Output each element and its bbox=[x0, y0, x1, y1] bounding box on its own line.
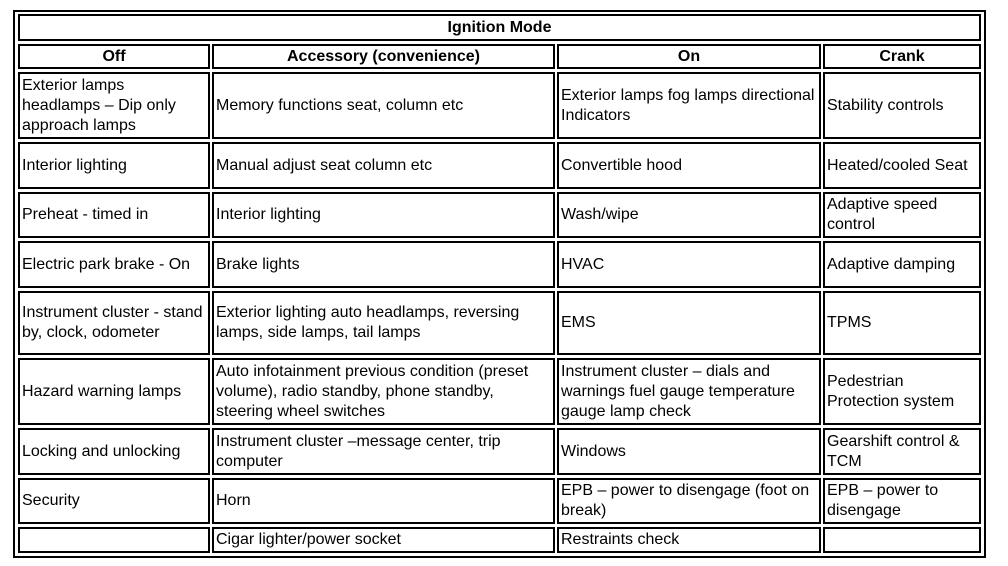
table-cell-off: Security bbox=[18, 478, 210, 524]
table-cell-accessory: Memory functions seat, column etc bbox=[212, 72, 555, 139]
table-cell-off: Instrument cluster - stand by, clock, odometer bbox=[18, 291, 210, 355]
table-cell-crank: Stability controls bbox=[823, 72, 981, 139]
table-cell-on: EMS bbox=[557, 291, 821, 355]
column-header-crank: Crank bbox=[823, 44, 981, 69]
table-cell-off: Interior lighting bbox=[18, 142, 210, 189]
table-cell-on: EPB – power to disengage (foot on break) bbox=[557, 478, 821, 524]
table-cell-crank: Adaptive speed control bbox=[823, 192, 981, 238]
table-cell-crank: Pedestrian Protection system bbox=[823, 358, 981, 425]
table-cell-crank: Heated/cooled Seat bbox=[823, 142, 981, 189]
table-cell-accessory: Interior lighting bbox=[212, 192, 555, 238]
table-cell-accessory: Brake lights bbox=[212, 241, 555, 288]
table-cell-on: Wash/wipe bbox=[557, 192, 821, 238]
table-cell-accessory: Horn bbox=[212, 478, 555, 524]
table-cell-off: Preheat - timed in bbox=[18, 192, 210, 238]
table-cell-off: Exterior lamps headlamps – Dip only approach lamps bbox=[18, 72, 210, 139]
table-cell-accessory: Instrument cluster –message center, trip computer bbox=[212, 428, 555, 475]
column-header-off: Off bbox=[18, 44, 210, 69]
table-cell-accessory: Cigar lighter/power socket bbox=[212, 527, 555, 553]
table-cell-accessory: Exterior lighting auto headlamps, reversing lamps, side lamps, tail lamps bbox=[212, 291, 555, 355]
table-grid bbox=[18, 14, 981, 553]
table-cell-crank: Adaptive damping bbox=[823, 241, 981, 288]
table-cell-on: Convertible hood bbox=[557, 142, 821, 189]
table-cell-on: Windows bbox=[557, 428, 821, 475]
table-cell-accessory: Manual adjust seat column etc bbox=[212, 142, 555, 189]
table-title: Ignition Mode bbox=[18, 14, 981, 41]
table-cell-crank: EPB – power to disengage bbox=[823, 478, 981, 524]
column-header-on: On bbox=[557, 44, 821, 69]
ignition-mode-table bbox=[13, 10, 986, 558]
table-cell-on: Instrument cluster – dials and warnings fuel gauge temperature gauge lamp check bbox=[557, 358, 821, 425]
table-cell-crank: TPMS bbox=[823, 291, 981, 355]
column-header-accessory: Accessory (convenience) bbox=[212, 44, 555, 69]
table-cell-off: Electric park brake - On bbox=[18, 241, 210, 288]
table-cell-off: Hazard warning lamps bbox=[18, 358, 210, 425]
table-cell-crank bbox=[823, 527, 981, 553]
table-cell-accessory: Auto infotainment previous condition (preset volume), radio standby, phone standby, steering wheel switches bbox=[212, 358, 555, 425]
table-cell-on: Exterior lamps fog lamps directional Indicators bbox=[557, 72, 821, 139]
table-cell-off bbox=[18, 527, 210, 553]
table-cell-on: HVAC bbox=[557, 241, 821, 288]
table-cell-on: Restraints check bbox=[557, 527, 821, 553]
table-cell-crank: Gearshift control & TCM bbox=[823, 428, 981, 475]
table-cell-off: Locking and unlocking bbox=[18, 428, 210, 475]
